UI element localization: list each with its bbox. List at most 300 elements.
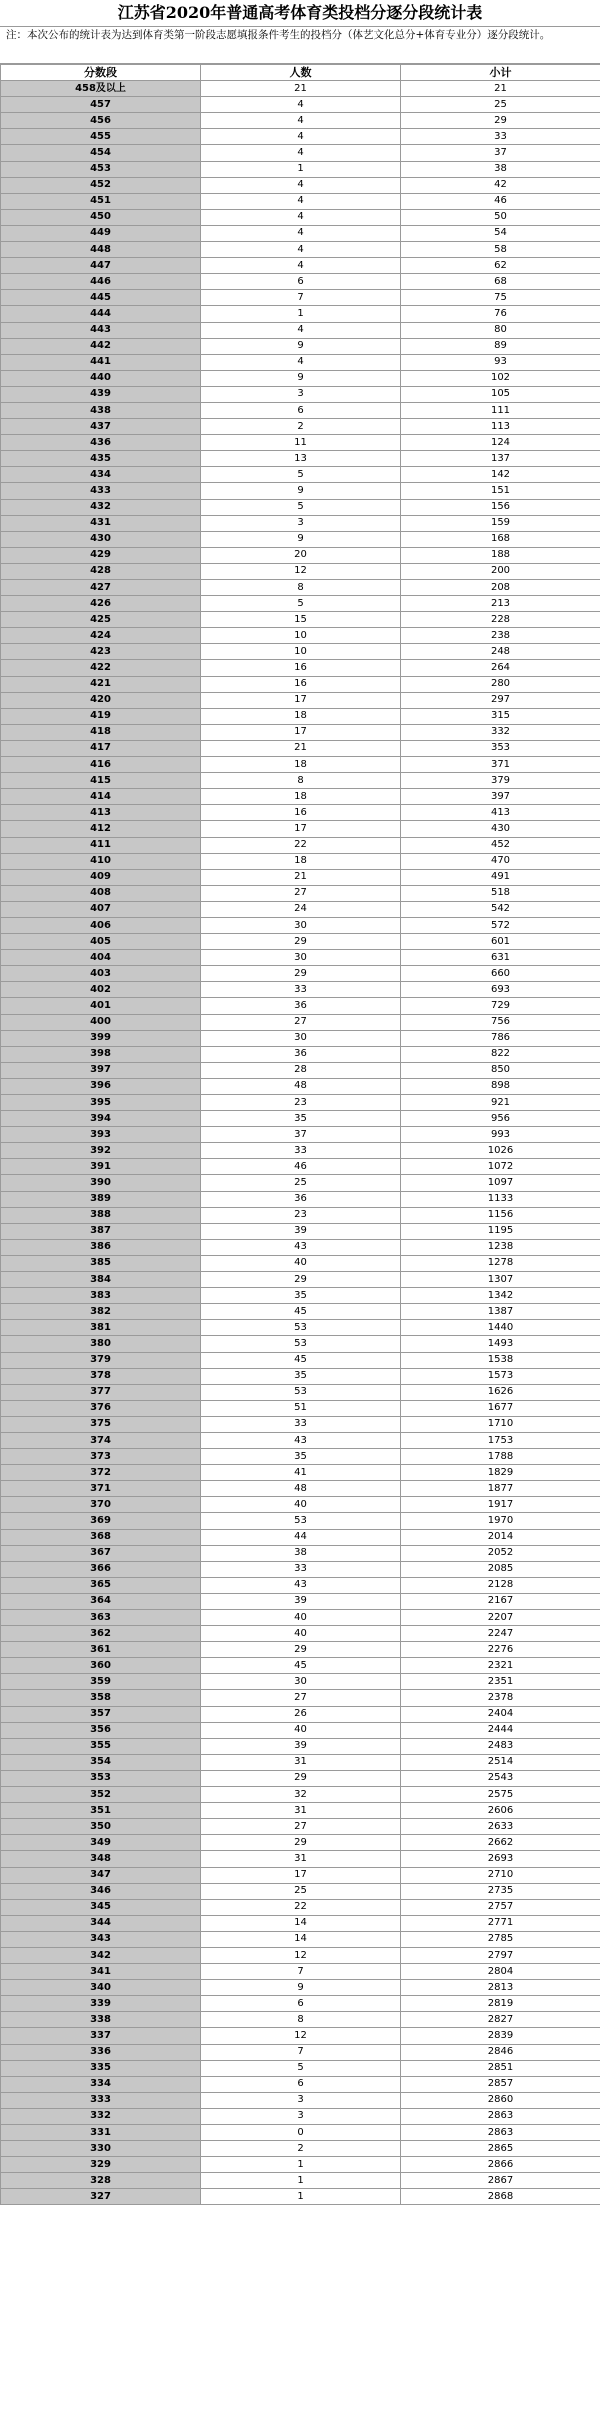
score-cell: 333 — [1, 2092, 201, 2108]
table-row — [1, 242, 600, 258]
cumulative-cell: 2128 — [401, 1577, 600, 1593]
count-cell: 40 — [201, 1722, 401, 1738]
cumulative-cell: 921 — [401, 1095, 600, 1111]
cumulative-cell: 58 — [401, 242, 600, 258]
table-row — [1, 853, 600, 869]
table-row — [1, 1030, 600, 1046]
cumulative-cell: 2851 — [401, 2060, 600, 2076]
count-cell: 5 — [201, 596, 401, 612]
cumulative-cell: 188 — [401, 547, 600, 563]
count-cell: 36 — [201, 1046, 401, 1062]
count-cell: 36 — [201, 1191, 401, 1207]
table-row — [1, 1722, 600, 1738]
table-row — [1, 580, 600, 596]
count-cell: 33 — [201, 982, 401, 998]
table-row — [1, 1674, 600, 1690]
count-cell: 46 — [201, 1159, 401, 1175]
score-cell: 362 — [1, 1626, 201, 1642]
cumulative-cell: 2014 — [401, 1529, 600, 1545]
cumulative-cell: 2351 — [401, 1674, 600, 1690]
table-row — [1, 1545, 600, 1561]
table-row — [1, 1851, 600, 1867]
cumulative-cell: 124 — [401, 435, 600, 451]
score-cell: 445 — [1, 290, 201, 306]
score-cell: 431 — [1, 515, 201, 531]
table-row — [1, 2157, 600, 2173]
count-cell: 1 — [201, 2173, 401, 2189]
table-row — [1, 1481, 600, 1497]
table-row — [1, 644, 600, 660]
score-cell: 397 — [1, 1062, 201, 1078]
table-row — [1, 97, 600, 113]
score-cell: 360 — [1, 1658, 201, 1674]
table-row — [1, 129, 600, 145]
cumulative-cell: 1753 — [401, 1432, 600, 1448]
cumulative-cell: 113 — [401, 419, 600, 435]
count-cell: 12 — [201, 1947, 401, 1963]
score-cell: 443 — [1, 322, 201, 338]
count-cell: 18 — [201, 789, 401, 805]
count-cell: 39 — [201, 1223, 401, 1239]
cumulative-cell: 89 — [401, 338, 600, 354]
table-row — [1, 2044, 600, 2060]
count-cell: 24 — [201, 901, 401, 917]
score-cell: 430 — [1, 531, 201, 547]
score-cell: 374 — [1, 1432, 201, 1448]
score-cell: 363 — [1, 1610, 201, 1626]
table-row — [1, 145, 600, 161]
score-cell: 401 — [1, 998, 201, 1014]
count-cell: 17 — [201, 724, 401, 740]
cumulative-cell: 2865 — [401, 2141, 600, 2157]
count-cell: 53 — [201, 1336, 401, 1352]
score-table — [0, 64, 600, 2205]
score-cell: 441 — [1, 354, 201, 370]
table-row — [1, 1175, 600, 1191]
table-row — [1, 2173, 600, 2189]
table-row — [1, 757, 600, 773]
count-cell: 4 — [201, 225, 401, 241]
score-cell: 413 — [1, 805, 201, 821]
count-cell: 43 — [201, 1432, 401, 1448]
cumulative-cell: 151 — [401, 483, 600, 499]
score-cell: 353 — [1, 1770, 201, 1786]
table-row — [1, 1787, 600, 1803]
score-cell: 343 — [1, 1931, 201, 1947]
table-row — [1, 612, 600, 628]
score-cell: 424 — [1, 628, 201, 644]
cumulative-cell: 102 — [401, 370, 600, 386]
cumulative-cell: 2247 — [401, 1626, 600, 1642]
table-row — [1, 1996, 600, 2012]
count-cell: 53 — [201, 1513, 401, 1529]
table-row — [1, 2108, 600, 2124]
score-cell: 451 — [1, 193, 201, 209]
table-row — [1, 1529, 600, 1545]
count-cell: 1 — [201, 161, 401, 177]
header-row — [1, 65, 600, 81]
count-cell: 9 — [201, 1980, 401, 1996]
table-row — [1, 1883, 600, 1899]
table-row — [1, 2141, 600, 2157]
score-cell: 425 — [1, 612, 201, 628]
score-cell: 359 — [1, 1674, 201, 1690]
cumulative-cell: 2633 — [401, 1819, 600, 1835]
score-cell: 417 — [1, 740, 201, 756]
count-cell: 6 — [201, 1996, 401, 2012]
cumulative-cell: 2444 — [401, 1722, 600, 1738]
cumulative-cell: 1829 — [401, 1465, 600, 1481]
score-cell: 399 — [1, 1030, 201, 1046]
count-cell: 35 — [201, 1449, 401, 1465]
table-row — [1, 1288, 600, 1304]
table-row — [1, 1690, 600, 1706]
cumulative-cell: 1877 — [401, 1481, 600, 1497]
table-row — [1, 885, 600, 901]
count-cell: 14 — [201, 1931, 401, 1947]
score-cell: 396 — [1, 1078, 201, 1094]
count-cell: 3 — [201, 2108, 401, 2124]
table-row — [1, 1223, 600, 1239]
score-cell: 391 — [1, 1159, 201, 1175]
table-row — [1, 821, 600, 837]
table-row — [1, 290, 600, 306]
cumulative-cell: 21 — [401, 81, 600, 97]
score-cell: 429 — [1, 547, 201, 563]
count-cell: 5 — [201, 467, 401, 483]
count-cell: 33 — [201, 1416, 401, 1432]
score-cell: 392 — [1, 1143, 201, 1159]
cumulative-cell: 2404 — [401, 1706, 600, 1722]
table-row — [1, 563, 600, 579]
count-cell: 53 — [201, 1320, 401, 1336]
count-cell: 14 — [201, 1915, 401, 1931]
table-row — [1, 258, 600, 274]
table-row — [1, 1899, 600, 1915]
cumulative-cell: 168 — [401, 531, 600, 547]
score-cell: 407 — [1, 901, 201, 917]
cumulative-cell: 2785 — [401, 1931, 600, 1947]
cumulative-cell: 156 — [401, 499, 600, 515]
count-cell: 48 — [201, 1481, 401, 1497]
table-row — [1, 354, 600, 370]
count-cell: 23 — [201, 1207, 401, 1223]
count-cell: 40 — [201, 1610, 401, 1626]
table-row — [1, 1931, 600, 1947]
score-cell: 394 — [1, 1111, 201, 1127]
cumulative-cell: 2857 — [401, 2076, 600, 2092]
score-cell: 378 — [1, 1368, 201, 1384]
cumulative-cell: 1626 — [401, 1384, 600, 1400]
table-row — [1, 1143, 600, 1159]
count-cell: 17 — [201, 692, 401, 708]
cumulative-cell: 2771 — [401, 1915, 600, 1931]
score-cell: 350 — [1, 1819, 201, 1835]
score-cell: 398 — [1, 1046, 201, 1062]
cumulative-cell: 1970 — [401, 1513, 600, 1529]
table-row — [1, 950, 600, 966]
table-row — [1, 1159, 600, 1175]
cumulative-cell: 46 — [401, 193, 600, 209]
table-row — [1, 1384, 600, 1400]
count-cell: 17 — [201, 1867, 401, 1883]
score-cell: 450 — [1, 209, 201, 225]
count-cell: 45 — [201, 1352, 401, 1368]
score-cell: 373 — [1, 1449, 201, 1465]
score-cell: 444 — [1, 306, 201, 322]
table-row — [1, 1191, 600, 1207]
table-row — [1, 209, 600, 225]
score-cell: 448 — [1, 242, 201, 258]
cumulative-cell: 76 — [401, 306, 600, 322]
table-row — [1, 2012, 600, 2028]
score-cell: 372 — [1, 1465, 201, 1481]
score-cell: 403 — [1, 966, 201, 982]
score-cell: 388 — [1, 1207, 201, 1223]
count-cell: 39 — [201, 1738, 401, 1754]
table-row — [1, 789, 600, 805]
count-cell: 29 — [201, 934, 401, 950]
table-row — [1, 1078, 600, 1094]
table-row — [1, 386, 600, 402]
count-cell: 16 — [201, 805, 401, 821]
cumulative-cell: 353 — [401, 740, 600, 756]
count-cell: 45 — [201, 1304, 401, 1320]
score-cell: 344 — [1, 1915, 201, 1931]
table-row — [1, 322, 600, 338]
count-cell: 21 — [201, 81, 401, 97]
cumulative-cell: 1195 — [401, 1223, 600, 1239]
cumulative-cell: 756 — [401, 1014, 600, 1030]
count-cell: 35 — [201, 1111, 401, 1127]
cumulative-cell: 2575 — [401, 1787, 600, 1803]
count-cell: 8 — [201, 773, 401, 789]
count-cell: 6 — [201, 402, 401, 418]
count-cell: 1 — [201, 306, 401, 322]
count-cell: 23 — [201, 1095, 401, 1111]
score-cell: 432 — [1, 499, 201, 515]
table-row — [1, 2060, 600, 2076]
count-cell: 27 — [201, 1014, 401, 1030]
cumulative-cell: 1710 — [401, 1416, 600, 1432]
table-row — [1, 837, 600, 853]
count-cell: 13 — [201, 451, 401, 467]
cumulative-cell: 2514 — [401, 1754, 600, 1770]
count-cell: 26 — [201, 1706, 401, 1722]
table-row — [1, 998, 600, 1014]
cumulative-cell: 2710 — [401, 1867, 600, 1883]
table-row — [1, 966, 600, 982]
table-row — [1, 402, 600, 418]
table-row — [1, 596, 600, 612]
count-cell: 8 — [201, 2012, 401, 2028]
count-cell: 5 — [201, 2060, 401, 2076]
count-cell: 18 — [201, 853, 401, 869]
table-note: 注：本次公布的统计表为达到体育类第一阶段志愿填报条件考生的投档分（体艺文化总分+体育专业分）逐分段统计。 — [0, 27, 600, 64]
cumulative-cell: 1677 — [401, 1400, 600, 1416]
score-cell: 434 — [1, 467, 201, 483]
cumulative-cell: 280 — [401, 676, 600, 692]
cumulative-cell: 2321 — [401, 1658, 600, 1674]
cumulative-cell: 371 — [401, 757, 600, 773]
table-row — [1, 161, 600, 177]
table-row — [1, 1432, 600, 1448]
cumulative-cell: 54 — [401, 225, 600, 241]
table-row — [1, 1867, 600, 1883]
table-row — [1, 1706, 600, 1722]
table-row — [1, 1352, 600, 1368]
table-row — [1, 451, 600, 467]
cumulative-cell: 2606 — [401, 1803, 600, 1819]
cumulative-cell: 137 — [401, 451, 600, 467]
table-row — [1, 1046, 600, 1062]
cumulative-cell: 142 — [401, 467, 600, 483]
score-cell: 386 — [1, 1239, 201, 1255]
count-cell: 25 — [201, 1175, 401, 1191]
count-cell: 40 — [201, 1255, 401, 1271]
table-row — [1, 1561, 600, 1577]
cumulative-cell: 332 — [401, 724, 600, 740]
cumulative-cell: 42 — [401, 177, 600, 193]
cumulative-cell: 62 — [401, 258, 600, 274]
cumulative-cell: 470 — [401, 853, 600, 869]
score-cell: 381 — [1, 1320, 201, 1336]
count-cell: 44 — [201, 1529, 401, 1545]
cumulative-cell: 111 — [401, 402, 600, 418]
cumulative-cell: 248 — [401, 644, 600, 660]
score-cell: 369 — [1, 1513, 201, 1529]
count-cell: 35 — [201, 1288, 401, 1304]
count-cell: 16 — [201, 660, 401, 676]
table-row — [1, 676, 600, 692]
table-row — [1, 708, 600, 724]
cumulative-cell: 75 — [401, 290, 600, 306]
table-row — [1, 1127, 600, 1143]
cumulative-cell: 413 — [401, 805, 600, 821]
count-cell: 2 — [201, 2141, 401, 2157]
count-cell: 30 — [201, 1674, 401, 1690]
table-row — [1, 773, 600, 789]
score-cell: 449 — [1, 225, 201, 241]
score-cell: 427 — [1, 580, 201, 596]
table-row — [1, 1658, 600, 1674]
count-cell: 29 — [201, 1835, 401, 1851]
table-row — [1, 724, 600, 740]
count-cell: 4 — [201, 209, 401, 225]
count-cell: 3 — [201, 386, 401, 402]
count-cell: 10 — [201, 644, 401, 660]
count-cell: 4 — [201, 242, 401, 258]
cumulative-cell: 50 — [401, 209, 600, 225]
table-row — [1, 1465, 600, 1481]
table-row — [1, 1770, 600, 1786]
score-cell: 422 — [1, 660, 201, 676]
count-cell: 4 — [201, 129, 401, 145]
cumulative-cell: 200 — [401, 563, 600, 579]
cumulative-cell: 38 — [401, 161, 600, 177]
score-cell: 439 — [1, 386, 201, 402]
score-cell: 377 — [1, 1384, 201, 1400]
table-row — [1, 1738, 600, 1754]
count-cell: 27 — [201, 1819, 401, 1835]
score-cell: 411 — [1, 837, 201, 853]
score-cell: 415 — [1, 773, 201, 789]
count-cell: 8 — [201, 580, 401, 596]
table-row — [1, 1368, 600, 1384]
cumulative-cell: 2757 — [401, 1899, 600, 1915]
score-cell: 342 — [1, 1947, 201, 1963]
table-row — [1, 901, 600, 917]
cumulative-cell: 2543 — [401, 1770, 600, 1786]
score-cell: 329 — [1, 2157, 201, 2173]
score-cell: 336 — [1, 2044, 201, 2060]
table-row — [1, 805, 600, 821]
score-cell: 433 — [1, 483, 201, 499]
score-cell: 352 — [1, 1787, 201, 1803]
cumulative-cell: 601 — [401, 934, 600, 950]
count-cell: 32 — [201, 1787, 401, 1803]
table-row — [1, 225, 600, 241]
cumulative-cell: 2207 — [401, 1610, 600, 1626]
score-cell: 421 — [1, 676, 201, 692]
score-cell: 412 — [1, 821, 201, 837]
table-row — [1, 1400, 600, 1416]
count-cell: 48 — [201, 1078, 401, 1094]
score-cell: 339 — [1, 1996, 201, 2012]
count-cell: 3 — [201, 515, 401, 531]
count-cell: 4 — [201, 97, 401, 113]
count-cell: 4 — [201, 177, 401, 193]
count-cell: 35 — [201, 1368, 401, 1384]
count-cell: 45 — [201, 1658, 401, 1674]
cumulative-cell: 1238 — [401, 1239, 600, 1255]
count-cell: 29 — [201, 1272, 401, 1288]
count-cell: 30 — [201, 917, 401, 933]
count-cell: 7 — [201, 1964, 401, 1980]
score-cell: 364 — [1, 1593, 201, 1609]
cumulative-cell: 68 — [401, 274, 600, 290]
score-cell: 338 — [1, 2012, 201, 2028]
cumulative-cell: 2052 — [401, 1545, 600, 1561]
score-cell: 358 — [1, 1690, 201, 1706]
cumulative-cell: 238 — [401, 628, 600, 644]
count-cell: 33 — [201, 1561, 401, 1577]
table-row — [1, 113, 600, 129]
score-cell: 371 — [1, 1481, 201, 1497]
score-cell: 438 — [1, 402, 201, 418]
score-cell: 389 — [1, 1191, 201, 1207]
cumulative-cell: 264 — [401, 660, 600, 676]
count-cell: 12 — [201, 2028, 401, 2044]
score-cell: 351 — [1, 1803, 201, 1819]
table-row — [1, 934, 600, 950]
score-cell: 383 — [1, 1288, 201, 1304]
count-cell: 18 — [201, 708, 401, 724]
count-cell: 30 — [201, 950, 401, 966]
count-cell: 6 — [201, 2076, 401, 2092]
count-cell: 11 — [201, 435, 401, 451]
table-row — [1, 1980, 600, 1996]
page-title: 江苏省2020年普通高考体育类投档分逐分段统计表 — [0, 0, 600, 27]
cumulative-cell: 397 — [401, 789, 600, 805]
cumulative-cell: 2846 — [401, 2044, 600, 2060]
score-cell: 442 — [1, 338, 201, 354]
score-cell: 400 — [1, 1014, 201, 1030]
count-cell: 1 — [201, 2157, 401, 2173]
column-header-count: 人数 — [201, 65, 401, 81]
count-cell: 12 — [201, 563, 401, 579]
score-cell: 405 — [1, 934, 201, 950]
